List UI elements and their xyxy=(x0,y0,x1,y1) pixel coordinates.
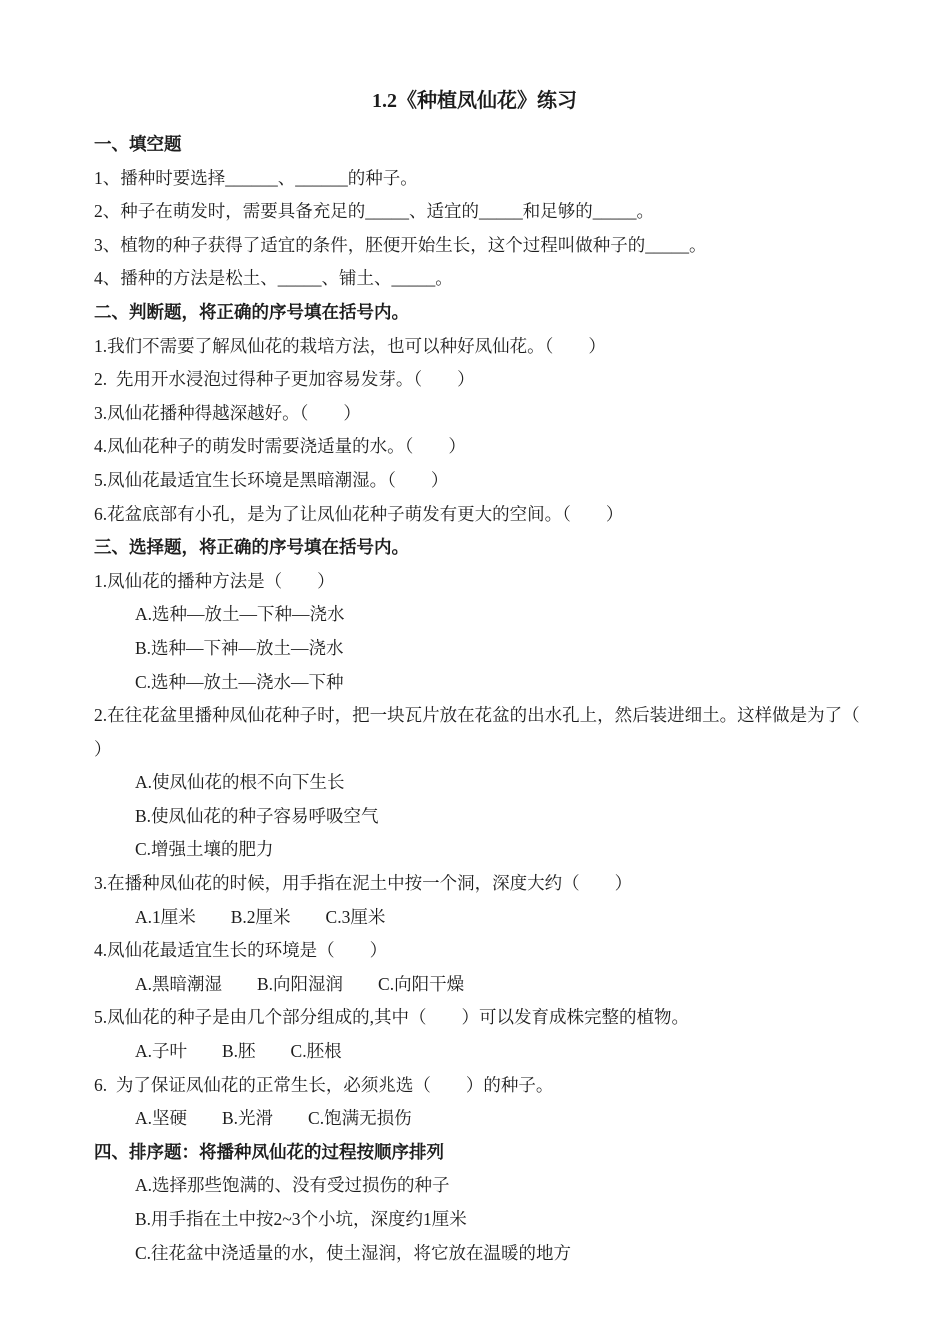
section-heading-multiple-choice: 三、选择题，将正确的序号填在括号内。 xyxy=(94,537,409,558)
question-text: 4.凤仙花最适宜生长的环境是（ ） xyxy=(94,940,388,961)
option-text: A.子叶 B.胚 C.胚根 xyxy=(135,1041,342,1062)
question-text: 6.花盆底部有小孔，是为了让凤仙花种子萌发有更大的空间。（ ） xyxy=(94,503,624,524)
question-text: 1、播种时要选择______、______的种子。 xyxy=(94,167,418,188)
question-text: 4、播种的方法是松土、_____、铺土、_____。 xyxy=(94,268,453,289)
section-heading-ordering: 四、排序题：将播种凤仙花的过程按顺序排列 xyxy=(94,1141,444,1162)
question-text-continued: ） xyxy=(94,738,112,759)
option-text: C.选种—放土—浇水—下种 xyxy=(135,671,344,692)
option-text: B.选种—下神—放土—浇水 xyxy=(135,637,344,658)
page-title: 1.2《种植凤仙花》练习 xyxy=(372,90,577,112)
question-text: 2、种子在萌发时，需要具备充足的_____、适宜的_____和足够的_____。 xyxy=(94,201,654,222)
question-text: 5.凤仙花最适宜生长环境是黑暗潮湿。（ ） xyxy=(94,469,449,490)
question-text: 6. 为了保证凤仙花的正常生长，必须兆选（ ）的种子。 xyxy=(94,1074,554,1095)
option-text: C.增强土壤的肥力 xyxy=(135,839,274,860)
question-text: 1.凤仙花的播种方法是（ ） xyxy=(94,570,335,591)
option-text: A.使凤仙花的根不向下生长 xyxy=(135,772,345,793)
option-text: A.1厘米 B.2厘米 C.3厘米 xyxy=(135,906,386,927)
ordering-item-text: B.用手指在土中按2~3个小坑，深度约1厘米 xyxy=(135,1209,467,1229)
option-text: A.选种—放土—下种—浇水 xyxy=(135,604,345,625)
section-heading-fill-blanks: 一、填空题 xyxy=(94,134,182,154)
question-text: 5.凤仙花的种子是由几个部分组成的,其中（ ）可以发育成株完整的植物。 xyxy=(94,1007,689,1028)
option-text: A.坚硬 B.光滑 C.饱满无损伤 xyxy=(135,1108,412,1129)
section-heading-true-false: 二、判断题，将正确的序号填在括号内。 xyxy=(94,301,409,322)
question-text: 3.在播种凤仙花的时候，用手指在泥土中按一个洞，深度大约（ ） xyxy=(94,873,633,894)
option-text: B.使凤仙花的种子容易呼吸空气 xyxy=(135,805,379,826)
question-text: 3.凤仙花播种得越深越好。（ ） xyxy=(94,402,361,423)
ordering-item-text: A.选择那些饱满的、没有受过损伤的种子 xyxy=(135,1175,450,1196)
question-text: 3、植物的种子获得了适宜的条件，胚便开始生长，这个过程叫做种子的_____。 xyxy=(94,234,707,255)
question-text: 4.凤仙花种子的萌发时需要浇适量的水。（ ） xyxy=(94,436,466,457)
worksheet-body xyxy=(94,128,860,1270)
ordering-item-text: C.往花盆中浇适量的水，使土湿润，将它放在温暖的地方 xyxy=(135,1242,572,1263)
question-text: 2. 先用开水浸泡过得种子更加容易发芽。（ ） xyxy=(94,369,475,390)
option-text: A.黑暗潮湿 B.向阳湿润 C.向阳干燥 xyxy=(135,973,465,994)
question-text: 2.在往花盆里播种凤仙花种子时，把一块瓦片放在花盆的出水孔上，然后装进细土。这样做是为了（ xyxy=(94,705,860,726)
question-text: 1.我们不需要了解凤仙花的栽培方法，也可以种好凤仙花。（ ） xyxy=(94,335,606,356)
